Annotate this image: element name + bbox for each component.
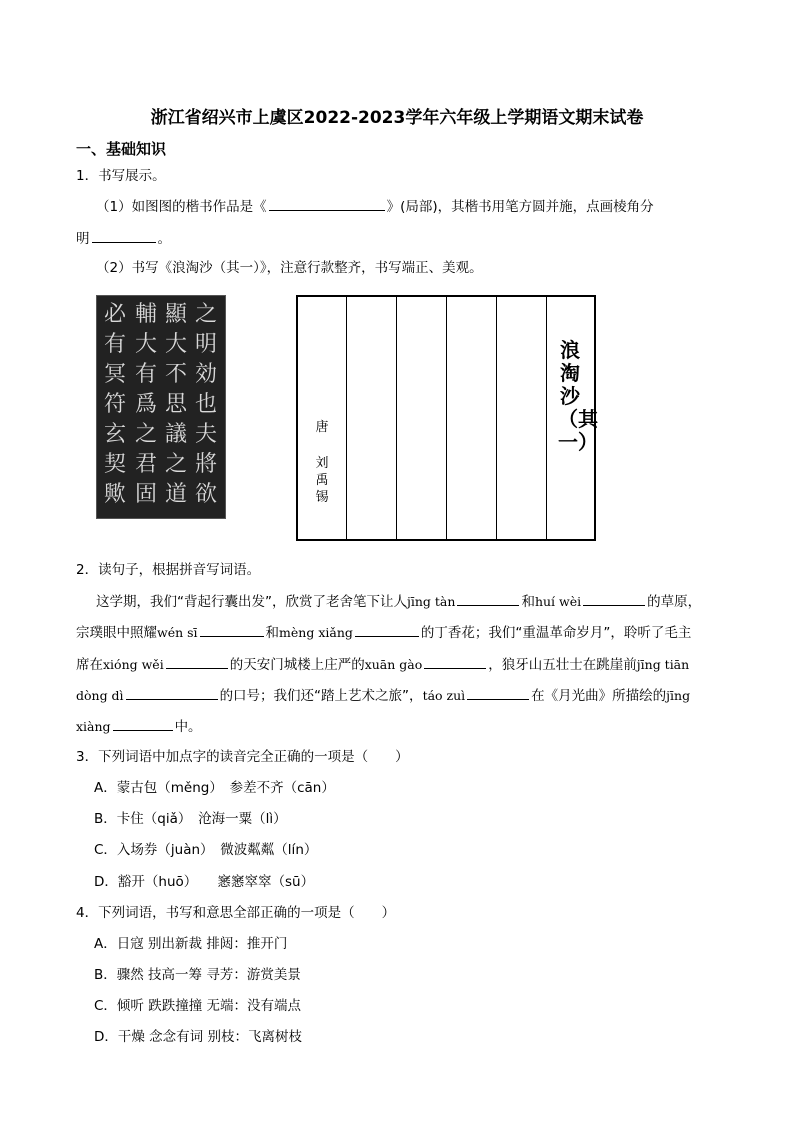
- grid-divider: [346, 297, 347, 539]
- q1-stem: 1．书写展示。: [76, 168, 166, 184]
- pinyin: mèng xiǎng: [279, 625, 353, 640]
- q1-part2: （2）书写《浪淘沙（其一）》，注意行款整齐，书写端正、美观。: [96, 260, 483, 276]
- calligraphy-column: 必有冥符玄契歟: [103, 302, 126, 507]
- q2-text: 中。: [174, 719, 202, 735]
- q2-text: 这学期，我们“背起行囊出发”，欣赏了老舍笔下让人: [96, 594, 407, 610]
- grid-divider: [446, 297, 447, 539]
- answer-blank[interactable]: [92, 228, 156, 243]
- answer-blank[interactable]: [200, 622, 264, 637]
- q4-option-a[interactable]: A．日寇 别出新裁 排闼：推开门: [94, 936, 288, 952]
- pinyin: jīng tiān: [636, 657, 690, 672]
- answer-blank[interactable]: [355, 622, 419, 637]
- q3-option-a[interactable]: A．蒙古包（měng） 参差不齐（cān）: [94, 780, 335, 796]
- document-title: 浙江省绍兴市上虞区2022-2023学年六年级上学期语文期末试卷: [150, 108, 644, 128]
- q2-text: 和: [265, 625, 280, 641]
- q1-part1-mid: 》(局部)，其楷书用笔方圆并施，点画棱角分: [386, 199, 654, 215]
- answer-blank[interactable]: [166, 654, 228, 669]
- answer-blank[interactable]: [467, 685, 529, 700]
- q2-text: 席在: [76, 657, 103, 673]
- q3-option-c[interactable]: C．入场券（juàn） 微波粼粼（lín）: [94, 842, 318, 858]
- q4-option-c[interactable]: C．倾听 跌跌撞撞 无端：没有端点: [94, 998, 302, 1014]
- q2-text: 在《月光曲》所描绘的: [531, 688, 667, 704]
- pinyin: xuān gào: [364, 657, 423, 672]
- q1-part1-line2-pre: 明: [76, 231, 90, 247]
- pinyin: wén sī: [157, 625, 198, 640]
- answer-blank[interactable]: [113, 716, 173, 731]
- q2-line: [76, 654, 689, 675]
- grid-divider: [396, 297, 397, 539]
- q2-stem: 2．读句子，根据拼音写词语。: [76, 562, 261, 578]
- q2-text: 的天安门城楼上庄严的: [229, 657, 365, 673]
- pinyin: xiàng: [76, 719, 111, 734]
- pinyin: jīng tàn: [407, 594, 456, 609]
- grid-divider: [496, 297, 497, 539]
- q4-option-b[interactable]: B．骤然 技高一筹 寻芳：游赏美景: [94, 967, 301, 983]
- pinyin: xióng wěi: [103, 657, 164, 672]
- q1-part1-line2-post: 。: [157, 231, 171, 247]
- q4-stem: 4．下列词语，书写和意思全部正确的一项是（ ）: [76, 905, 396, 921]
- q2-line: [76, 716, 202, 737]
- answer-blank[interactable]: [126, 685, 218, 700]
- grid-divider: [546, 297, 547, 539]
- calligraphy-column: 輔大有爲之君固: [134, 302, 157, 507]
- q4-option-d[interactable]: D．干燥 念念有词 别枝：飞离树枝: [94, 1029, 302, 1045]
- q3-stem: 3．下列词语中加点字的读音完全正确的一项是（ ）: [76, 749, 409, 765]
- q3-option-d[interactable]: D．豁开（huō） 窸窸窣窣（sū）: [94, 874, 315, 890]
- q2-text: 的口号；我们还“踏上艺术之旅”，: [219, 688, 423, 704]
- q2-text: ，狼牙山五壮士在跳崖前: [488, 657, 637, 673]
- pinyin: huí wèi: [534, 594, 582, 609]
- pinyin: jīng: [666, 688, 691, 703]
- answer-blank[interactable]: [269, 196, 385, 211]
- poem-title: 浪淘沙（其一）: [558, 338, 598, 454]
- q1-part1: [96, 196, 654, 217]
- answer-blank[interactable]: [583, 591, 645, 606]
- q2-text: 和: [521, 594, 535, 610]
- q2-line: [76, 685, 690, 706]
- calligraphy-column: 之明効也夫將欲: [194, 302, 217, 507]
- pinyin: táo zuì: [422, 688, 466, 703]
- answer-blank[interactable]: [457, 591, 519, 606]
- section-heading: 一、基础知识: [76, 140, 167, 158]
- poem-dynasty: 唐: [315, 420, 329, 435]
- q2-text: 的草原，: [647, 594, 702, 610]
- poem-author: 刘禹锡: [315, 456, 329, 505]
- q2-text: 的丁香花；我们“重温革命岁月”，聆听了毛主: [420, 625, 692, 641]
- q1-part1-line2: [76, 228, 171, 249]
- q2-line: [96, 591, 701, 612]
- q2-text: 宗璞眼中照耀: [76, 625, 157, 641]
- q2-line: [76, 622, 691, 643]
- calligraphy-column: 顯大不思議之道: [164, 302, 187, 507]
- calligraphy-image: [96, 295, 226, 519]
- q3-option-b[interactable]: B．卡住（qiǎ） 沧海一粟（lì）: [94, 811, 287, 827]
- answer-blank[interactable]: [424, 654, 486, 669]
- pinyin: dòng dì: [76, 688, 124, 703]
- writing-grid[interactable]: [296, 295, 596, 541]
- q1-part1-pre: （1）如图图的楷书作品是《: [96, 199, 267, 215]
